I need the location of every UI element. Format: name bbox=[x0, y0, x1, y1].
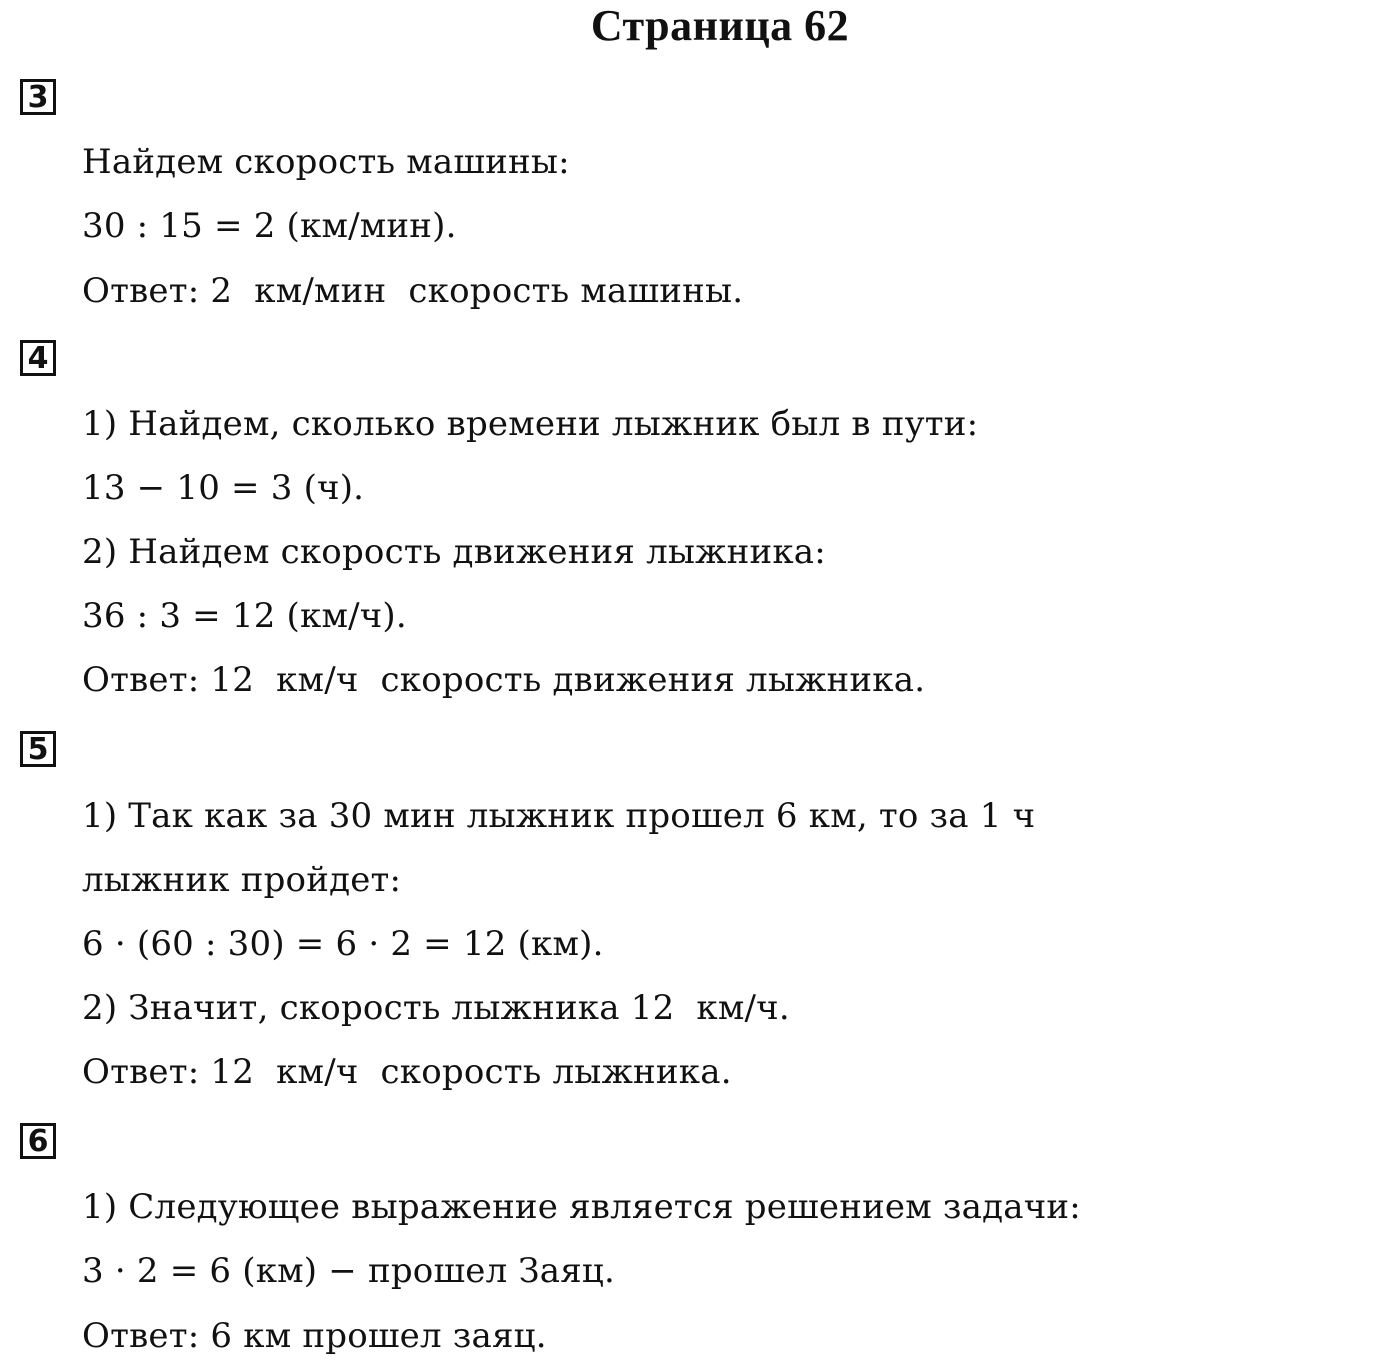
answer-line: Ответ: 6 км прошел заяц. bbox=[82, 1316, 547, 1356]
answer-line: Ответ: 12 км/ч скорость лыжника. bbox=[82, 1052, 732, 1092]
solution-line: 1) Так как за 30 мин лыжник прошел 6 км, то за 1 ч bbox=[82, 796, 1036, 836]
page-title: Страница 62 bbox=[590, 1, 850, 50]
solution-line: 1) Следующее выражение является решением задачи: bbox=[82, 1187, 1081, 1227]
solution-line: 1) Найдем, сколько времени лыжник был в пути: bbox=[82, 404, 979, 444]
task-number-badge: 4 bbox=[20, 340, 56, 376]
task-number-badge: 6 bbox=[20, 1123, 56, 1159]
solution-line: 2) Найдем скорость движения лыжника: bbox=[82, 532, 826, 572]
solution-line: лыжник пройдет: bbox=[82, 860, 402, 900]
solution-line: 30 : 15 = 2 (км/мин). bbox=[82, 206, 457, 246]
answer-line: Ответ: 2 км/мин скорость машины. bbox=[82, 271, 744, 311]
solution-line: 3 · 2 = 6 (км) − прошел Заяц. bbox=[82, 1251, 615, 1291]
solution-line: 13 − 10 = 3 (ч). bbox=[82, 468, 365, 508]
solution-line: 6 · (60 : 30) = 6 · 2 = 12 (км). bbox=[82, 924, 604, 964]
solution-line: 2) Значит, скорость лыжника 12 км/ч. bbox=[82, 988, 790, 1028]
solution-line: 36 : 3 = 12 (км/ч). bbox=[82, 596, 407, 636]
answer-line: Ответ: 12 км/ч скорость движения лыжника. bbox=[82, 660, 926, 700]
task-number-badge: 3 bbox=[20, 79, 56, 115]
solution-line: Найдем скорость машины: bbox=[82, 142, 570, 182]
task-number-badge: 5 bbox=[20, 731, 56, 767]
